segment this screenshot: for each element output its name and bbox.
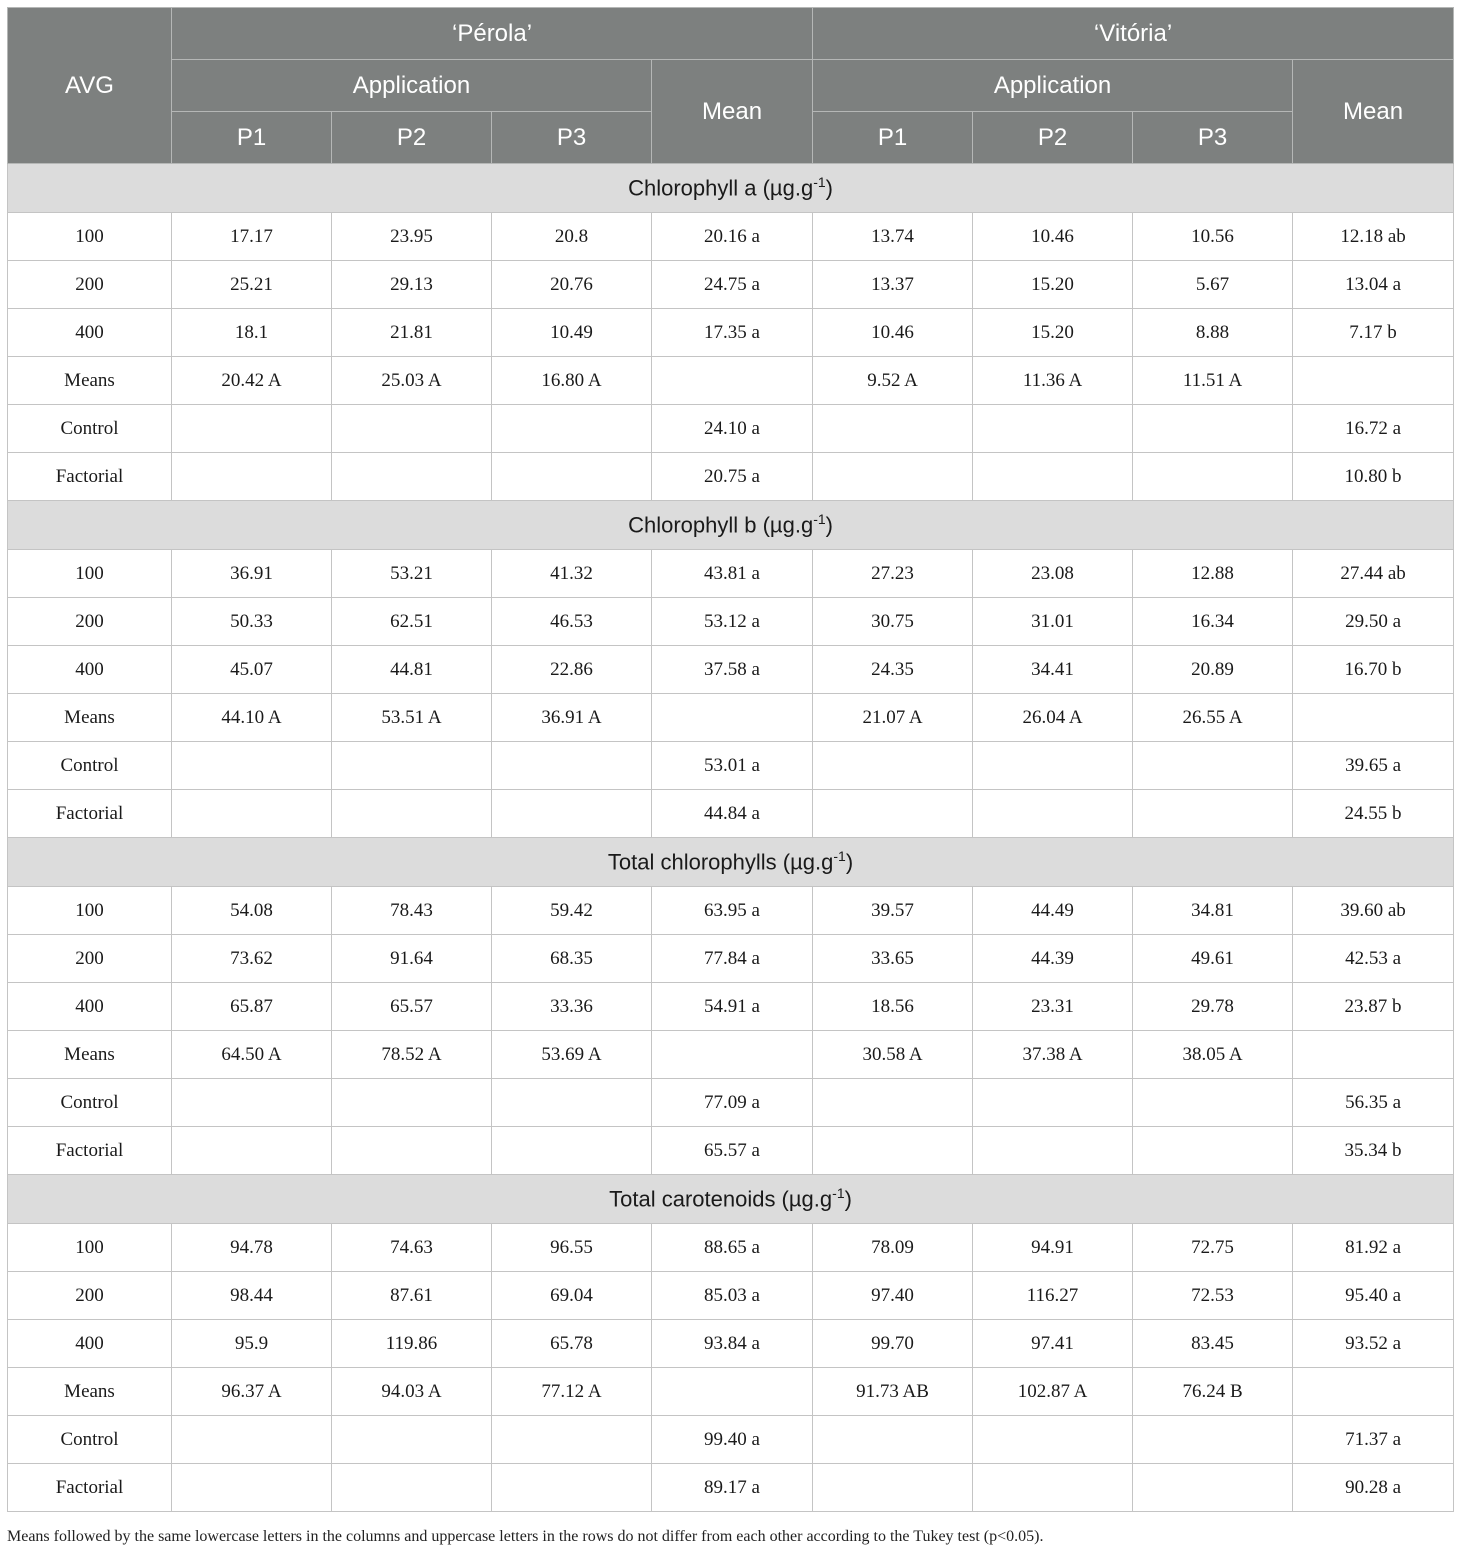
table-cell: 78.09 (813, 1224, 973, 1272)
table-row (8, 1368, 1454, 1416)
table-cell: 95.9 (172, 1320, 332, 1368)
table-cell (172, 1127, 332, 1175)
table-cell: 73.62 (172, 935, 332, 983)
table-cell: 97.41 (973, 1320, 1133, 1368)
table-cell: 20.16 a (652, 213, 813, 261)
p2-header-perola: P2 (332, 112, 492, 164)
table-cell (1133, 1416, 1293, 1464)
table-cell (332, 453, 492, 501)
table-cell: 53.51 A (332, 694, 492, 742)
table-row (8, 261, 1454, 309)
table-cell: 38.05 A (1133, 1031, 1293, 1079)
section-title-close: ) (825, 512, 833, 538)
table-row (8, 1272, 1454, 1320)
table-cell (652, 694, 813, 742)
table-cell: 30.75 (813, 598, 973, 646)
table-cell (973, 742, 1133, 790)
p3-header-vitoria: P3 (1133, 112, 1293, 164)
table-cell: 95.40 a (1293, 1272, 1454, 1320)
p3-header-perola: P3 (492, 112, 652, 164)
table-cell: 71.37 a (1293, 1416, 1454, 1464)
table-cell (1133, 1079, 1293, 1127)
table-cell (973, 405, 1133, 453)
table-cell: 59.42 (492, 887, 652, 935)
row-label: 200 (8, 261, 172, 309)
table-cell: 34.41 (973, 646, 1133, 694)
table-cell (973, 1079, 1133, 1127)
table-cell: 50.33 (172, 598, 332, 646)
table-row (8, 1127, 1454, 1175)
table-cell: 90.28 a (1293, 1464, 1454, 1512)
table-cell: 16.34 (1133, 598, 1293, 646)
table-cell: 24.35 (813, 646, 973, 694)
table-cell: 33.65 (813, 935, 973, 983)
table-cell: 97.40 (813, 1272, 973, 1320)
table-cell: 16.70 b (1293, 646, 1454, 694)
table-cell: 93.52 a (1293, 1320, 1454, 1368)
table-cell (1133, 405, 1293, 453)
section-row (8, 838, 1454, 887)
table-cell: 69.04 (492, 1272, 652, 1320)
table-cell: 29.78 (1133, 983, 1293, 1031)
table-cell: 10.46 (973, 213, 1133, 261)
table-cell: 31.01 (973, 598, 1133, 646)
row-label: 400 (8, 1320, 172, 1368)
table-cell (1133, 1464, 1293, 1512)
table-cell (1293, 357, 1454, 405)
table-cell (652, 1368, 813, 1416)
table-cell: 41.32 (492, 550, 652, 598)
table-row (8, 309, 1454, 357)
table-row (8, 935, 1454, 983)
table-cell: 85.03 a (652, 1272, 813, 1320)
table-cell: 83.45 (1133, 1320, 1293, 1368)
table-row (8, 742, 1454, 790)
table-cell (492, 790, 652, 838)
p1-header-vitoria: P1 (813, 112, 973, 164)
row-label: 100 (8, 887, 172, 935)
table-cell (492, 1127, 652, 1175)
table-cell: 76.24 B (1133, 1368, 1293, 1416)
mean-header-perola: Mean (652, 60, 813, 164)
table-cell: 10.49 (492, 309, 652, 357)
avg-header: AVG (8, 8, 172, 164)
table-cell: 65.87 (172, 983, 332, 1031)
table-cell: 20.75 a (652, 453, 813, 501)
table-cell: 29.50 a (1293, 598, 1454, 646)
table-cell: 45.07 (172, 646, 332, 694)
table-cell: 116.27 (973, 1272, 1133, 1320)
section-title-text: Total carotenoids (µg.g (609, 1186, 833, 1212)
table-cell (1133, 453, 1293, 501)
table-cell: 72.75 (1133, 1224, 1293, 1272)
table-cell (1293, 694, 1454, 742)
section-title-unit-exponent: -1 (813, 174, 826, 191)
table-cell (973, 453, 1133, 501)
table-cell: 36.91 A (492, 694, 652, 742)
table-cell (172, 1464, 332, 1512)
table-row (8, 694, 1454, 742)
table-cell: 64.50 A (172, 1031, 332, 1079)
table-cell: 43.81 a (652, 550, 813, 598)
row-label: 200 (8, 935, 172, 983)
table-row (8, 887, 1454, 935)
section-title-unit-exponent: -1 (832, 1185, 845, 1202)
table-cell: 37.58 a (652, 646, 813, 694)
table-cell: 65.57 a (652, 1127, 813, 1175)
table-cell: 23.08 (973, 550, 1133, 598)
table-row (8, 983, 1454, 1031)
table-cell: 102.87 A (973, 1368, 1133, 1416)
p2-header-vitoria: P2 (973, 112, 1133, 164)
table-cell: 16.72 a (1293, 405, 1454, 453)
section-title-unit-exponent: -1 (813, 511, 826, 528)
table-cell: 11.36 A (973, 357, 1133, 405)
table-row (8, 598, 1454, 646)
table-cell: 89.17 a (652, 1464, 813, 1512)
table-cell: 87.61 (332, 1272, 492, 1320)
table-cell: 23.31 (973, 983, 1133, 1031)
table-cell: 20.42 A (172, 357, 332, 405)
table-cell: 10.46 (813, 309, 973, 357)
table-cell: 46.53 (492, 598, 652, 646)
section-row (8, 501, 1454, 550)
table-header (8, 8, 1454, 164)
table-row (8, 357, 1454, 405)
table-row (8, 213, 1454, 261)
table-cell (813, 1079, 973, 1127)
cultivar-perola-header: ‘Pérola’ (172, 8, 813, 60)
table-row (8, 790, 1454, 838)
table-cell: 77.84 a (652, 935, 813, 983)
application-header-vitoria: Application (813, 60, 1293, 112)
row-label: Control (8, 742, 172, 790)
table-cell: 65.78 (492, 1320, 652, 1368)
table-cell: 94.91 (973, 1224, 1133, 1272)
row-label: Means (8, 694, 172, 742)
row-label: Control (8, 1079, 172, 1127)
table-cell: 13.04 a (1293, 261, 1454, 309)
table-cell: 81.92 a (1293, 1224, 1454, 1272)
application-header-perola: Application (172, 60, 652, 112)
table-cell (332, 1079, 492, 1127)
table-cell (492, 1079, 652, 1127)
table-row (8, 1031, 1454, 1079)
table-body (8, 164, 1454, 1512)
table-cell (172, 790, 332, 838)
table-cell (172, 1079, 332, 1127)
table-cell: 26.04 A (973, 694, 1133, 742)
section-title-text: Chlorophyll b (µg.g (628, 512, 814, 538)
table-row (8, 646, 1454, 694)
table-cell: 68.35 (492, 935, 652, 983)
table-cell: 78.52 A (332, 1031, 492, 1079)
table-cell (973, 790, 1133, 838)
table-cell: 49.61 (1133, 935, 1293, 983)
table-cell (332, 742, 492, 790)
table-cell: 15.20 (973, 309, 1133, 357)
table-cell (973, 1416, 1133, 1464)
table-row (8, 453, 1454, 501)
table-cell: 99.70 (813, 1320, 973, 1368)
table-cell: 20.89 (1133, 646, 1293, 694)
table-row (8, 1320, 1454, 1368)
row-label: 100 (8, 550, 172, 598)
table-cell: 17.35 a (652, 309, 813, 357)
section-title-text: Total chlorophylls (µg.g (607, 849, 834, 875)
table-cell: 53.69 A (492, 1031, 652, 1079)
section-title-text: Chlorophyll a (µg.g (628, 175, 814, 201)
table-cell (172, 453, 332, 501)
table-cell (172, 1416, 332, 1464)
table-cell: 25.03 A (332, 357, 492, 405)
table-cell: 12.18 ab (1293, 213, 1454, 261)
row-label: 100 (8, 213, 172, 261)
table-cell: 42.53 a (1293, 935, 1454, 983)
table-cell (813, 453, 973, 501)
table-cell: 13.74 (813, 213, 973, 261)
table-cell: 20.76 (492, 261, 652, 309)
section-title-close: ) (825, 175, 833, 201)
table-cell: 99.40 a (652, 1416, 813, 1464)
row-label: 400 (8, 983, 172, 1031)
table-cell: 93.84 a (652, 1320, 813, 1368)
section-title (8, 501, 1454, 550)
table-cell: 72.53 (1133, 1272, 1293, 1320)
row-label: 400 (8, 309, 172, 357)
table-cell: 44.10 A (172, 694, 332, 742)
table-cell (813, 1464, 973, 1512)
table-cell: 16.80 A (492, 357, 652, 405)
row-label: Control (8, 405, 172, 453)
table-cell: 10.56 (1133, 213, 1293, 261)
row-label: Factorial (8, 453, 172, 501)
table-cell: 94.78 (172, 1224, 332, 1272)
table-cell: 96.37 A (172, 1368, 332, 1416)
table-cell: 5.67 (1133, 261, 1293, 309)
table-cell: 54.08 (172, 887, 332, 935)
table-cell: 36.91 (172, 550, 332, 598)
row-label: 100 (8, 1224, 172, 1272)
table-cell: 44.81 (332, 646, 492, 694)
table-cell: 17.17 (172, 213, 332, 261)
table-cell: 18.1 (172, 309, 332, 357)
table-cell (172, 742, 332, 790)
table-cell: 37.38 A (973, 1031, 1133, 1079)
table-cell (332, 790, 492, 838)
table-cell: 24.10 a (652, 405, 813, 453)
table-cell: 23.87 b (1293, 983, 1454, 1031)
table-cell: 26.55 A (1133, 694, 1293, 742)
table-cell: 63.95 a (652, 887, 813, 935)
table-row (8, 405, 1454, 453)
cultivar-vitoria-header: ‘Vitória’ (813, 8, 1454, 60)
table-row (8, 1079, 1454, 1127)
row-label: 200 (8, 598, 172, 646)
table-cell (492, 1416, 652, 1464)
table-cell (652, 1031, 813, 1079)
table-cell: 29.13 (332, 261, 492, 309)
table-cell: 78.43 (332, 887, 492, 935)
table-cell (332, 405, 492, 453)
table-cell: 21.07 A (813, 694, 973, 742)
section-title-unit-exponent: -1 (833, 848, 846, 865)
table-cell: 88.65 a (652, 1224, 813, 1272)
table-cell (492, 453, 652, 501)
table-cell: 39.65 a (1293, 742, 1454, 790)
table-cell (492, 742, 652, 790)
table-cell (1133, 742, 1293, 790)
table-cell: 10.80 b (1293, 453, 1454, 501)
table-cell (332, 1127, 492, 1175)
section-row (8, 164, 1454, 213)
table-cell: 53.21 (332, 550, 492, 598)
table-cell: 30.58 A (813, 1031, 973, 1079)
table-cell: 77.09 a (652, 1079, 813, 1127)
table-cell: 11.51 A (1133, 357, 1293, 405)
table-cell: 24.55 b (1293, 790, 1454, 838)
table-cell: 8.88 (1133, 309, 1293, 357)
table-footnote: Means followed by the same lowercase letters in the columns and uppercase letters in the rows do not differ from each other according to the Tukey test (p<0.05). (7, 1528, 1044, 1545)
table-cell: 15.20 (973, 261, 1133, 309)
section-title-close: ) (844, 1186, 852, 1212)
row-label: Factorial (8, 1464, 172, 1512)
table-cell (1293, 1368, 1454, 1416)
table-cell: 44.39 (973, 935, 1133, 983)
table-cell: 7.17 b (1293, 309, 1454, 357)
table-cell: 98.44 (172, 1272, 332, 1320)
table-row (8, 1464, 1454, 1512)
table-cell: 9.52 A (813, 357, 973, 405)
table-cell: 91.64 (332, 935, 492, 983)
data-table (7, 7, 1454, 1512)
table-cell: 13.37 (813, 261, 973, 309)
section-title (8, 838, 1454, 887)
table-cell: 54.91 a (652, 983, 813, 1031)
table-row (8, 1416, 1454, 1464)
table-cell: 119.86 (332, 1320, 492, 1368)
table-cell: 12.88 (1133, 550, 1293, 598)
table-cell: 44.49 (973, 887, 1133, 935)
table-cell (973, 1464, 1133, 1512)
table-cell (332, 1464, 492, 1512)
table-cell: 44.84 a (652, 790, 813, 838)
table-cell: 91.73 AB (813, 1368, 973, 1416)
section-title (8, 1175, 1454, 1224)
table-cell (813, 405, 973, 453)
table-cell: 21.81 (332, 309, 492, 357)
table-cell: 53.12 a (652, 598, 813, 646)
table-cell (1293, 1031, 1454, 1079)
row-label: Means (8, 1368, 172, 1416)
table-cell: 24.75 a (652, 261, 813, 309)
table-cell: 77.12 A (492, 1368, 652, 1416)
table-cell: 20.8 (492, 213, 652, 261)
section-title-close: ) (845, 849, 854, 875)
table-cell: 65.57 (332, 983, 492, 1031)
table-cell: 27.44 ab (1293, 550, 1454, 598)
table-cell (813, 1127, 973, 1175)
row-label: Factorial (8, 1127, 172, 1175)
row-label: 400 (8, 646, 172, 694)
row-label: Control (8, 1416, 172, 1464)
table-row (8, 550, 1454, 598)
section-title (8, 164, 1454, 213)
table-cell (492, 1464, 652, 1512)
row-label: Means (8, 357, 172, 405)
row-label: Factorial (8, 790, 172, 838)
table-cell: 35.34 b (1293, 1127, 1454, 1175)
table-cell: 25.21 (172, 261, 332, 309)
row-label: 200 (8, 1272, 172, 1320)
table-cell: 33.36 (492, 983, 652, 1031)
table-cell (813, 1416, 973, 1464)
row-label: Means (8, 1031, 172, 1079)
table-cell (1133, 790, 1293, 838)
table-cell: 96.55 (492, 1224, 652, 1272)
table-cell: 53.01 a (652, 742, 813, 790)
table-cell (652, 357, 813, 405)
table-cell (1133, 1127, 1293, 1175)
table-cell: 39.60 ab (1293, 887, 1454, 935)
table-cell: 56.35 a (1293, 1079, 1454, 1127)
table-cell: 34.81 (1133, 887, 1293, 935)
table-cell: 62.51 (332, 598, 492, 646)
table-cell: 74.63 (332, 1224, 492, 1272)
table-cell: 27.23 (813, 550, 973, 598)
table-cell: 94.03 A (332, 1368, 492, 1416)
table-cell: 18.56 (813, 983, 973, 1031)
table-cell (973, 1127, 1133, 1175)
table-cell: 22.86 (492, 646, 652, 694)
table-cell: 39.57 (813, 887, 973, 935)
table-cell (813, 742, 973, 790)
mean-header-vitoria: Mean (1293, 60, 1454, 164)
section-row (8, 1175, 1454, 1224)
table-cell: 23.95 (332, 213, 492, 261)
p1-header-perola: P1 (172, 112, 332, 164)
table-row (8, 1224, 1454, 1272)
table-cell (492, 405, 652, 453)
table-cell (172, 405, 332, 453)
table-cell (813, 790, 973, 838)
table-cell (332, 1416, 492, 1464)
